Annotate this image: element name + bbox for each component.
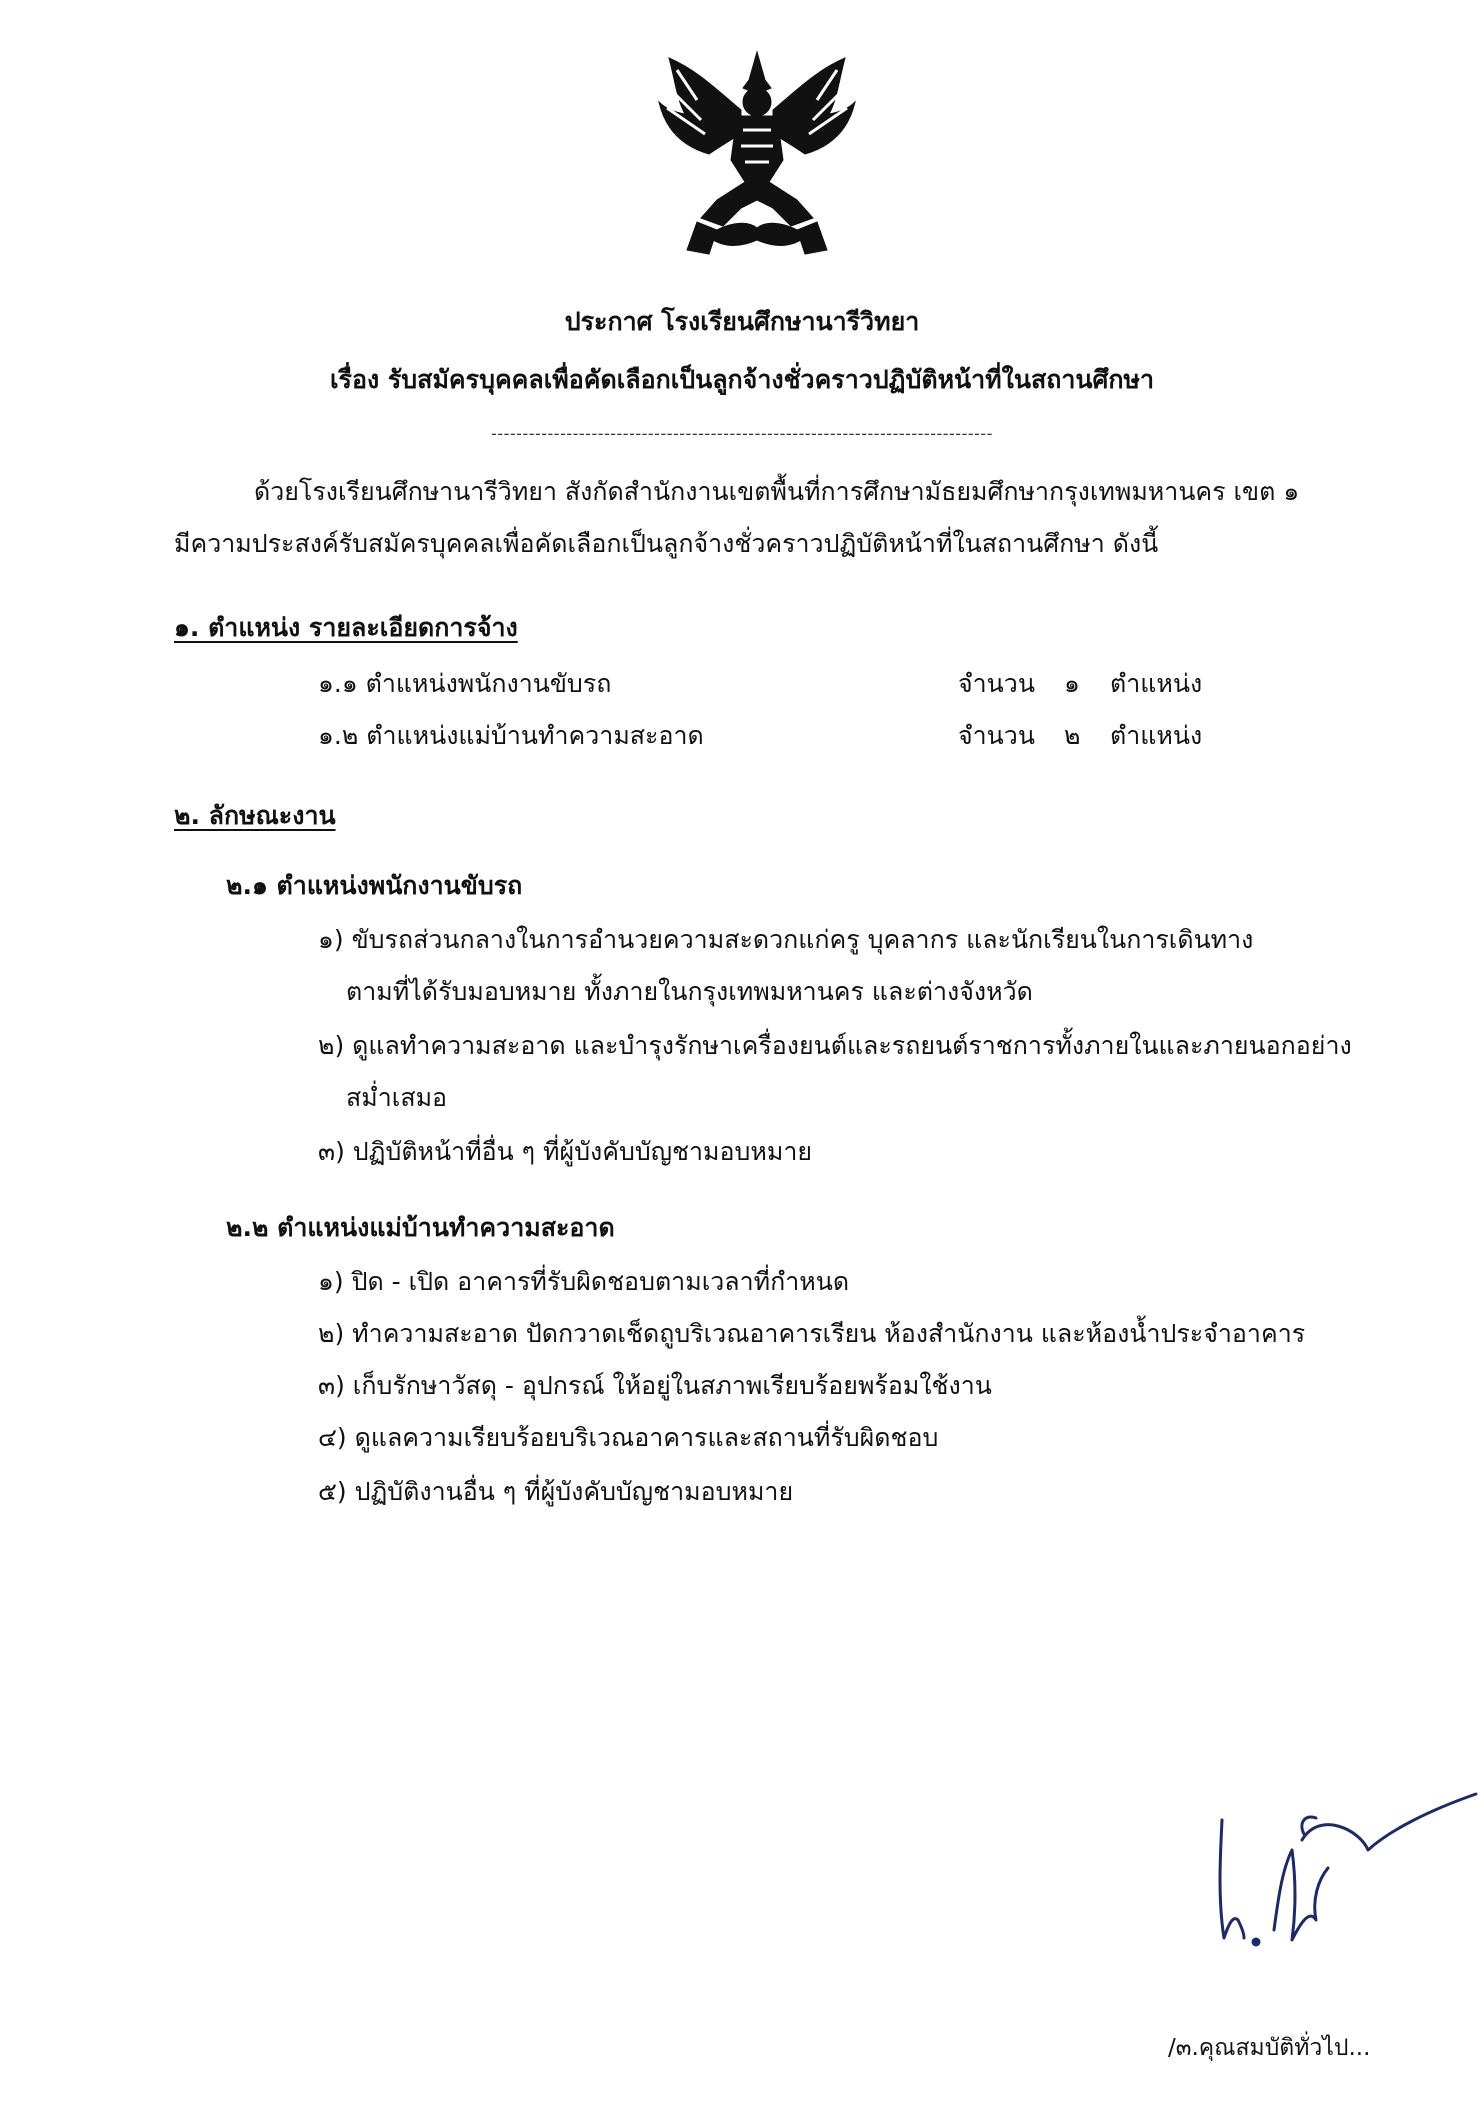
position-1-count-label: จำนวน [958, 669, 1035, 698]
position-1-label: ๑.๑ ตำแหน่งพนักงานขับรถ [318, 669, 612, 698]
position-2-count-label: จำนวน [958, 721, 1035, 750]
driver-duty-3: ๓) ปฏิบัติหน้าที่อื่น ๆ ที่ผู้บังคับบัญชามอบหมาย [318, 1137, 813, 1166]
position-2-label: ๑.๒ ตำแหน่งแม่บ้านทำความสะอาด [318, 721, 704, 750]
subsection-2-1-heading: ๒.๑ ตำแหน่งพนักงานขับรถ [226, 871, 523, 900]
driver-duty-2: ๒) ดูแลทำความสะอาด และบำรุงรักษาเครื่องยนต์และรถยนต์ราชการทั้งภายในและภายนอกอย่าง [318, 1031, 1352, 1060]
position-2-count: ๒ [1064, 721, 1081, 750]
intro-line-2: มีความประสงค์รับสมัครบุคคลเพื่อคัดเลือกเป็นลูกจ้างชั่วคราวปฏิบัติหน้าที่ในสถานศึกษา ดังนี้ [174, 529, 1159, 558]
driver-duty-2-cont: สม่ำเสมอ [346, 1083, 448, 1112]
housekeeper-duty-5: ๕) ปฏิบัติงานอื่น ๆ ที่ผู้บังคับบัญชามอบหมาย [318, 1477, 794, 1506]
housekeeper-duty-4: ๔) ดูแลความเรียบร้อยบริเวณอาคารและสถานที่รับผิดชอบ [318, 1423, 939, 1452]
housekeeper-duty-3: ๓) เก็บรักษาวัสดุ - อุปกรณ์ ให้อยู่ในสภาพเรียบร้อยพร้อมใช้งาน [318, 1371, 992, 1400]
announcement-subject: เรื่อง รับสมัครบุคคลเพื่อคัดเลือกเป็นลูกจ้างชั่วคราวปฏิบัติหน้าที่ในสถานศึกษา [329, 365, 1154, 394]
section-1-heading: ๑. ตำแหน่ง รายละเอียดการจ้าง [174, 613, 518, 642]
position-1-unit: ตำแหน่ง [1110, 669, 1203, 698]
housekeeper-duty-2: ๒) ทำความสะอาด ปัดกวาดเช็ดถูบริเวณอาคารเรียน ห้องสำนักงาน และห้องน้ำประจำอาคาร [318, 1319, 1306, 1348]
driver-duty-1: ๑) ขับรถส่วนกลางในการอำนวยความสะดวกแก่ครู บุคลากร และนักเรียนในการเดินทาง [318, 925, 1254, 954]
position-1-count: ๑ [1064, 669, 1080, 698]
section-2-heading: ๒. ลักษณะงาน [174, 801, 336, 830]
subsection-2-2-heading: ๒.๒ ตำแหน่งแม่บ้านทำความสะอาด [226, 1213, 615, 1242]
driver-duty-1-cont: ตามที่ได้รับมอบหมาย ทั้งภายในกรุงเทพมหานคร และต่างจังหวัด [346, 977, 1033, 1006]
garuda-emblem-icon [657, 50, 857, 262]
announcement-title: ประกาศ โรงเรียนศึกษานารีวิทยา [564, 307, 920, 336]
header-divider: -------------------------------------------------------------------------------- [491, 424, 993, 443]
handwritten-initials-icon [1200, 1770, 1480, 1970]
position-2-unit: ตำแหน่ง [1110, 721, 1203, 750]
housekeeper-duty-1: ๑) ปิด - เปิด อาคารที่รับผิดชอบตามเวลาที่กำหนด [318, 1267, 850, 1296]
continuation-note: /๓.คุณสมบัติทั่วไป... [1168, 2035, 1371, 2061]
intro-line-1: ด้วยโรงเรียนศึกษานารีวิทยา สังกัดสำนักงานเขตพื้นที่การศึกษามัธยมศึกษากรุงเทพมหานคร เขต ๑ [254, 477, 1300, 506]
